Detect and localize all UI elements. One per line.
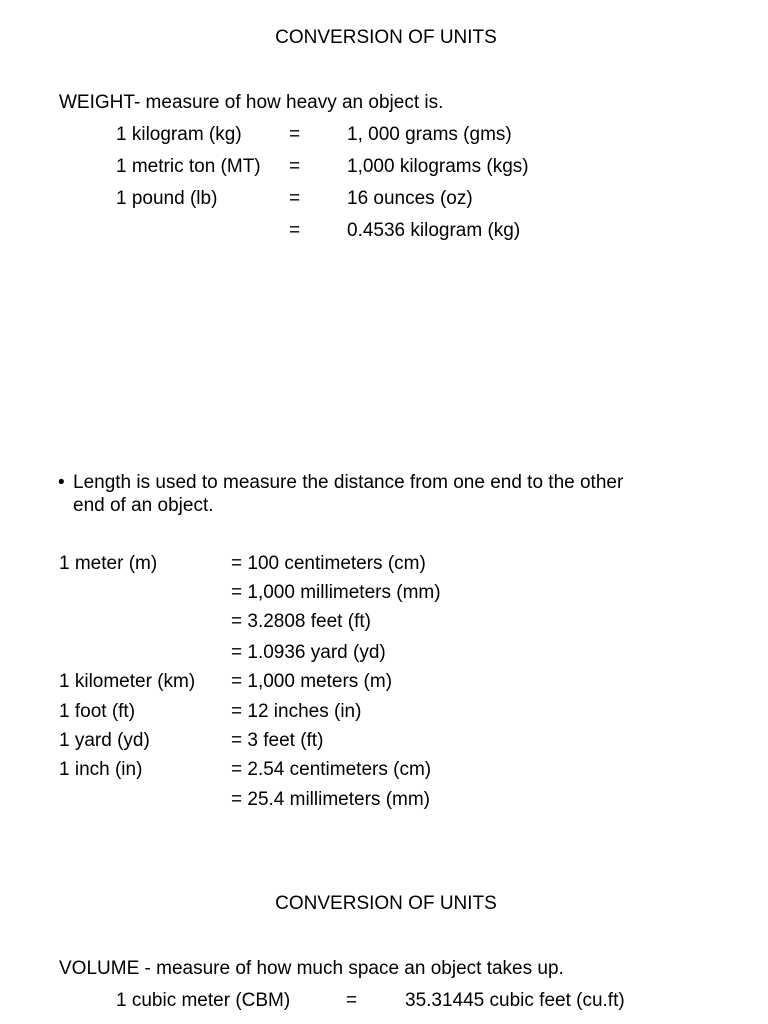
length-value: = 3 feet (ft) bbox=[231, 730, 324, 751]
length-unit: 1 kilometer (km) bbox=[59, 671, 196, 692]
length-value: = 2.54 centimeters (cm) bbox=[231, 759, 432, 780]
length-value: = 12 inches (in) bbox=[231, 701, 362, 722]
length-unit: 1 foot (ft) bbox=[59, 701, 136, 722]
weight-equals: = bbox=[289, 156, 301, 177]
weight-value: 0.4536 kilogram (kg) bbox=[347, 220, 521, 241]
bullet-icon: • bbox=[58, 472, 65, 493]
length-description-line2: end of an object. bbox=[73, 495, 214, 516]
weight-value: 1, 000 grams (gms) bbox=[347, 124, 512, 145]
length-value: = 1.0936 yard (yd) bbox=[231, 642, 386, 663]
weight-value: 16 ounces (oz) bbox=[347, 188, 473, 209]
length-unit: 1 yard (yd) bbox=[59, 730, 150, 751]
weight-unit: 1 metric ton (MT) bbox=[116, 156, 261, 177]
length-value: = 3.2808 feet (ft) bbox=[231, 611, 371, 632]
volume-equals: = bbox=[346, 990, 358, 1011]
page-title: CONVERSION OF UNITS bbox=[275, 27, 497, 48]
weight-value: 1,000 kilograms (kgs) bbox=[347, 156, 529, 177]
weight-equals: = bbox=[289, 124, 301, 145]
volume-value: 35.31445 cubic feet (cu.ft) bbox=[405, 990, 625, 1011]
length-description-line1: Length is used to measure the distance from one end to the other bbox=[73, 472, 624, 493]
weight-equals: = bbox=[289, 220, 301, 241]
weight-unit: 1 pound (lb) bbox=[116, 188, 218, 209]
volume-unit: 1 cubic meter (CBM) bbox=[116, 990, 291, 1011]
weight-equals: = bbox=[289, 188, 301, 209]
length-value: = 100 centimeters (cm) bbox=[231, 553, 426, 574]
length-unit: 1 inch (in) bbox=[59, 759, 143, 780]
volume-heading: VOLUME - measure of how much space an object takes up. bbox=[59, 958, 564, 979]
section-title: CONVERSION OF UNITS bbox=[275, 893, 497, 914]
weight-heading: WEIGHT- measure of how heavy an object is. bbox=[59, 92, 444, 113]
length-value: = 1,000 millimeters (mm) bbox=[231, 582, 441, 603]
weight-unit: 1 kilogram (kg) bbox=[116, 124, 242, 145]
length-unit: 1 meter (m) bbox=[59, 553, 158, 574]
length-value: = 1,000 meters (m) bbox=[231, 671, 393, 692]
length-value: = 25.4 millimeters (mm) bbox=[231, 789, 430, 810]
